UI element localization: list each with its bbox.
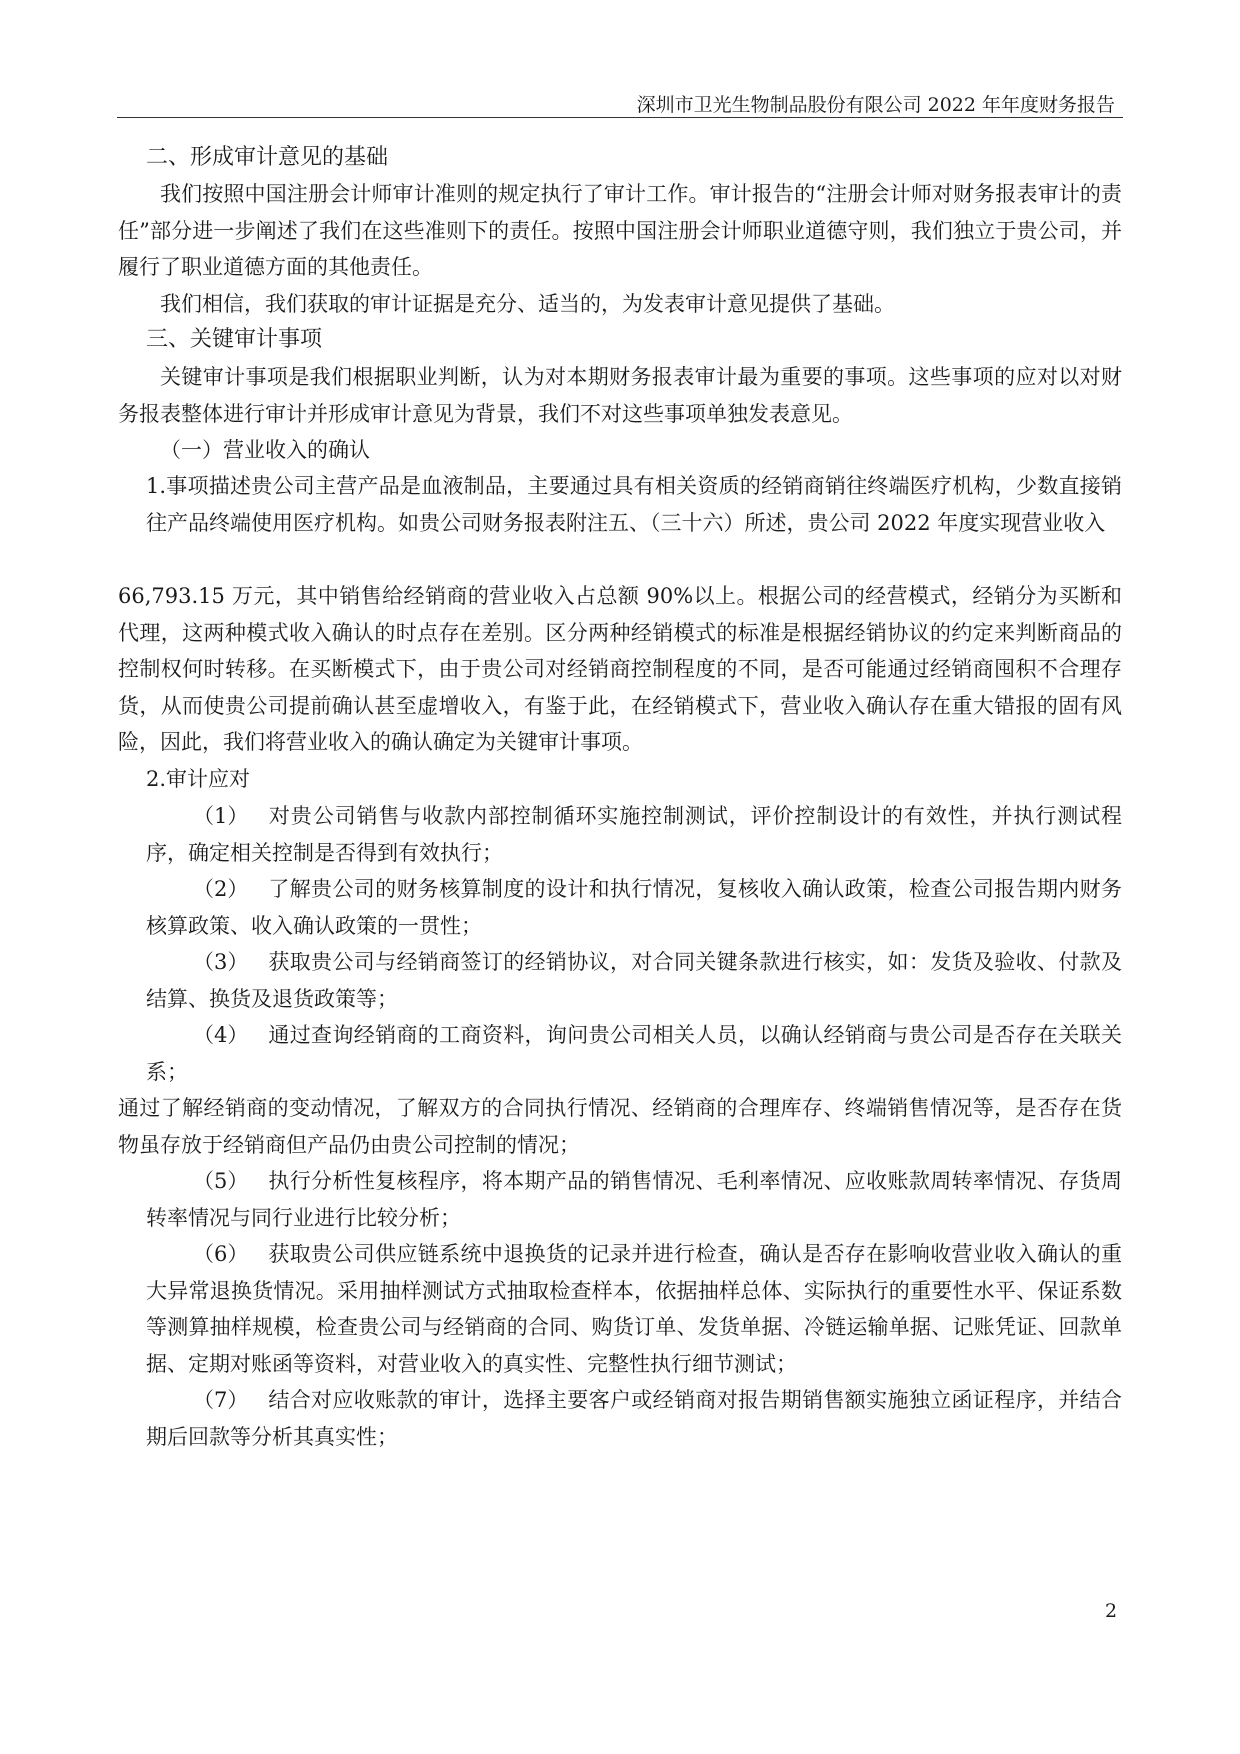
response-item-4-text: 通过查询经销商的工商资料，询问贵公司相关人员，以确认经销商与贵公司是否存在关联关系；: [146, 1023, 1122, 1084]
header-divider: [117, 117, 1123, 118]
paragraph-basis-2: 我们相信，我们获取的审计证据是充分、适当的，为发表审计意见提供了基础。: [160, 292, 895, 316]
response-item-4: [146, 1017, 1122, 1090]
response-item-6-number: （6）: [193, 1242, 249, 1266]
response-item-7: [146, 1382, 1122, 1455]
matter-description: 1.事项描述贵公司主营产品是血液制品，主要通过具有相关资质的经销商销往终端医疗机构，少数直接销往产品终端使用医疗机构。如贵公司财务报表附注五、（三十六）所述，贵公司 2022 年度实现营业收入: [146, 474, 1122, 535]
header-title: 深圳市卫光生物制品股份有限公司 2022 年年度财务报告: [636, 94, 1115, 116]
response-item-2-text: 了解贵公司的财务核算制度的设计和执行情况，复核收入确认政策，检查公司报告期内财务核算政策、收入确认政策的一贯性；: [146, 877, 1122, 938]
response-item-5: [146, 1163, 1122, 1236]
response-item-7-number: （7）: [193, 1388, 249, 1412]
section-title-basis: 二、形成审计意见的基础: [146, 145, 389, 170]
audit-response-title: 2.审计应对: [146, 767, 251, 791]
paragraph-basis-1: 我们按照中国注册会计师审计准则的规定执行了审计工作。审计报告的“注册会计师对财务报表审计的责任”部分进一步阐述了我们在这些准则下的责任。按照中国注册会计师职业道德守则，我们独立于贵公司，并履行了职业道德方面的其他责任。: [118, 182, 1122, 279]
response-item-5-text: 执行分析性复核程序，将本期产品的销售情况、毛利率情况、应收账款周转率情况、存货周转率情况与同行业进行比较分析；: [146, 1169, 1122, 1230]
response-item-2: [146, 871, 1122, 944]
response-item-4-number: （4）: [193, 1023, 249, 1047]
paragraph-key-audit-matters: 关键审计事项是我们根据职业判断，认为对本期财务报表审计最为重要的事项。这些事项的应对以对财务报表整体进行审计并形成审计意见为背景，我们不对这些事项单独发表意见。: [118, 365, 1122, 426]
matter-description-continued: 66,793.15 万元，其中销售给经销商的营业收入占总额 90%以上。根据公司的经营模式，经销分为买断和代理，这两种模式收入确认的时点存在差别。区分两种经销模式的标准是根据经销协议的约定来判断商品的控制权何时转移。在买断模式下，由于贵公司对经销商控制程度的不同，是否可能通过经销商囤积不合理存货，从而使贵公司提前确认甚至虚增收入，有鉴于此，在经销模式下，营业收入确认存在重大错报的固有风险，因此，我们将营业收入的确认确定为关键审计事项。: [118, 584, 1122, 754]
response-item-6-text: 获取贵公司供应链系统中退换货的记录并进行检查，确认是否存在影响收营业收入确认的重大异常退换货情况。采用抽样测试方式抽取检查样本，依据抽样总体、实际执行的重要性水平、保证系数等测算抽样规模，检查贵公司与经销商的合同、购货订单、发货单据、冷链运输单据、记账凭证、回款单据、定期对账函等资料，对营业收入的真实性、完整性执行细节测试；: [146, 1242, 1122, 1376]
response-item-1-number: （1）: [193, 804, 249, 828]
response-item-1: [146, 798, 1122, 871]
section-title-key-audit-matters: 三、关键审计事项: [146, 327, 323, 352]
subsection-title-revenue-recognition: （一）营业收入的确认: [160, 438, 370, 462]
response-item-2-number: （2）: [193, 877, 249, 901]
response-item-3-number: （3）: [193, 950, 249, 974]
response-item-7-text: 结合对应收账款的审计，选择主要客户或经销商对报告期销售额实施独立函证程序，并结合期后回款等分析其真实性；: [146, 1388, 1122, 1449]
response-item-3-text: 获取贵公司与经销商签订的经销协议，对合同关键条款进行核实，如：发货及验收、付款及结算、换货及退货政策等；: [146, 950, 1122, 1011]
response-item-6: [146, 1236, 1122, 1382]
response-item-4-continued: 通过了解经销商的变动情况，了解双方的合同执行情况、经销商的合理库存、终端销售情况等，是否存在货物虽存放于经销商但产品仍由贵公司控制的情况；: [118, 1096, 1122, 1157]
page-number: 2: [1105, 1600, 1118, 1622]
response-item-5-number: （5）: [193, 1169, 249, 1193]
response-item-1-text: 对贵公司销售与收款内部控制循环实施控制测试，评价控制设计的有效性，并执行测试程序，确定相关控制是否得到有效执行；: [146, 804, 1122, 865]
response-item-3: [146, 944, 1122, 1017]
